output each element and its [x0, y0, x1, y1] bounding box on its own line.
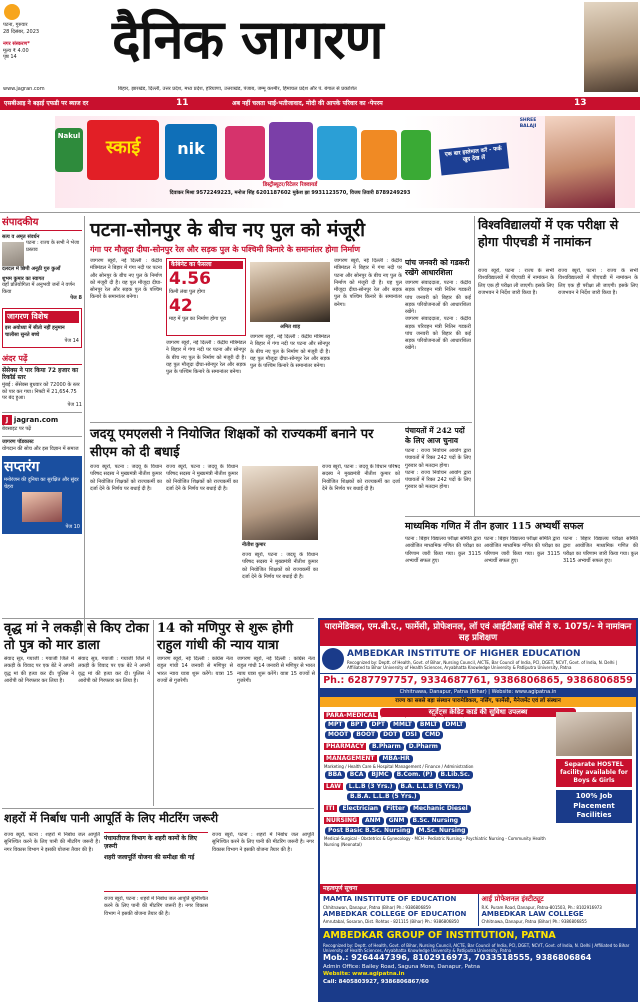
saptarang-box[interactable] [2, 456, 82, 534]
para-course-b-1: BOOT [353, 731, 378, 739]
divider [2, 618, 314, 619]
mother-headline[interactable]: वृद्ध मां ने लकड़ी से किए टोका तो पुत्र को मार डाला [4, 621, 149, 653]
stat-months: 42 [169, 295, 193, 316]
teaser-left[interactable]: एसबीआइ ने बढ़ाई एफडी पर ब्याज दर [4, 100, 89, 107]
mba-note: Marketing / Health Care & Hospital Management / Finance / Administration [324, 764, 474, 770]
nursing-title: NURSING [326, 817, 358, 825]
lead-subhead: गंगा पर मौजूदा दीघा-सोनपुर रेल और सड़क पुल के पश्चिमी किनारे के समानांतर होगा निर्माण [90, 245, 361, 254]
iti-course-0: Electrician [339, 805, 381, 813]
jagran-vishesh-box [2, 308, 82, 348]
sub-inst-4: AMBEDKAR LAW COLLEGE [481, 909, 584, 918]
sub-inst-2: AMBEDKAR COLLEGE OF EDUCATION [323, 909, 467, 918]
divider [2, 808, 314, 809]
ad-tagline: एक बार इस्तेमाल करें - फर्क खुद देख लें [439, 143, 509, 176]
para-course-1: BPT [347, 721, 366, 729]
sidebar-item3-head: शुभम कुमार का स्वागत [2, 275, 45, 282]
sidebar-page-ref: पेज 8 [70, 295, 82, 301]
management-course-3: B.Com. (P) [394, 771, 436, 779]
jdu-text-col2: राज्य ब्यूरो, पटना : जदयू के विधान परिषद सदस्य ने मुख्यमंत्री नीतीश कुमार को नियोजित शिक्षकों को राज्यकर्मी का दर्जा देने के निर्णय पर बधाई दी है। [166, 464, 238, 492]
sub-inst-3-addr: R.K. Puram Road, Danapur, Patna-801503, Ph.: 8102916973 [481, 904, 602, 910]
edition-name: नगर संस्करण* [3, 41, 30, 47]
ad-address: Chhitnawa, Danapur, Patna (Bihar) | Website: www.agipatna.in [320, 688, 636, 697]
cabinet-box [166, 258, 246, 336]
sub-inst-2-addr: Amrutabal, Sosaran, Dist. Rohtas - 821115 (Bihar) Ph.: 9386806850 [323, 919, 459, 925]
ad-group-website[interactable]: Website: www.agipatna.in [323, 971, 405, 978]
ad-phones[interactable]: Ph.: 6287797757, 9334687761, 9386806865, 9386806859 [323, 674, 633, 686]
water-bullet-1: पंचायतीराज विभाग के शहरी कामों के लिए ज़रूरी [104, 835, 197, 851]
law-course-3: B.B.A. L.L.B (5 Yrs.) [347, 793, 420, 801]
teaser-right[interactable]: अब नहीं चलता भाई-भतीजावाद, मोदी की आपके परिवार का ·पेपरम [232, 100, 383, 107]
math-text-col1: पटना : बिहार विद्यालय परीक्षा समिति द्वारा आयोजित माध्यमिक गणित की परीक्षा का परिणाम जारी किया गया। कुल 3115 अभ्यर्थी सफल हुए। [405, 536, 481, 564]
saptarang-text: मनोरंजन की दुनिया का सुरक्षित और सुंदर चेहरा [4, 477, 79, 490]
divider [84, 216, 85, 636]
uni-text-col2: राज्य ब्यूरो, पटना : राज्य के सभी विश्वविद्यालयों में पीएचडी में नामांकन के लिए एक ही परीक्षा ली जाएगी। इसके लिए राजभवन ने निर्देश जारी किया है। [558, 268, 638, 296]
ad-group-name: AMBEDKAR GROUP OF INSTITUTION, PATNA [323, 930, 556, 941]
para-course-4: BMLT [417, 721, 440, 729]
divider [0, 212, 640, 213]
ad-model-photo [545, 116, 615, 208]
inside-text: मुंबई : सेंसेक्स बुधवार को 72000 के स्तर को पार कर गया। निफ्टी में 21,654.75 पर बंद हुआ। [2, 382, 80, 402]
pharmacy-courses [368, 743, 442, 750]
law-title: LAW [326, 782, 341, 790]
water-text-col2: राज्य ब्यूरो, पटना : शहरों में निर्बाध जल आपूर्ति सुनिश्चित करने के लिए पानी की मीटरिंग जरूरी है। नगर विकास विभाग ने इसकी योजना तैयार की है। [104, 896, 208, 917]
price: मूल्य ₹ 4.00 [3, 47, 29, 54]
pharmacy-course-1: D.Pharm [406, 743, 441, 751]
edition-info [3, 22, 103, 61]
panchayat-text-cont: पटना : राज्य निर्वाचन आयोग द्वारा पंचायतों में रिक्त 242 पदों के लिए गुरुवार को मतदान होगा। [405, 469, 471, 491]
jagran-web-box[interactable] [2, 412, 82, 432]
math-text-col3: पटना : बिहार विद्यालय परीक्षा समिति द्वारा आयोजित माध्यमिक गणित की परीक्षा का परिणाम जारी किया गया। कुल 3115 अभ्यर्थी सफल हुए। [563, 536, 638, 564]
lead-photo-caption: अमित शाह [279, 324, 301, 330]
management-title: MANAGEMENT [326, 755, 375, 763]
page-count: पृष्ठ 14 [3, 54, 17, 60]
publish-states: बिहार, झारखंड, दिल्ली, उत्तर प्रदेश, मध्य प्रदेश, हरियाणा, उत्तराखंड, पंजाब, जम्मू कश्मीर, हिमाचल प्रदेश और पं. बंगाल से प्रकाशित [118, 86, 357, 92]
para-sub: (Master / Bachelor/Diploma) [380, 712, 465, 719]
ambedkar-advertisement[interactable] [318, 618, 638, 1002]
ad-pack-3 [317, 126, 357, 180]
para-course-5: DMLT [442, 721, 466, 729]
nursing-course-3: Post Basic B.Sc. Nursing [325, 827, 414, 835]
gadkari-text: जागरण संवाददाता, पटना : केंद्रीय सड़क परिवहन मंत्री नितिन गडकरी पांच जनवरी को बिहार की कई सड़क परियोजनाओं की आधारशिला रखेंगे। [405, 280, 471, 315]
ad-inst-header [320, 646, 636, 674]
para-row2 [324, 730, 552, 740]
ad-pack-5 [401, 130, 431, 180]
water-headline[interactable]: शहरों में निर्बाध पानी आपूर्ति के लिए मीटरिंग जरूरी [4, 811, 219, 825]
saptarang-page: पेज 10 [65, 524, 80, 531]
lead-body-col1: जागरण ब्यूरो, नई दिल्ली : केंद्रीय मंत्रिमंडल ने बिहार में गंगा नदी पर पटना और सोनपुर के बीच नए पुल के निर्माण को मंजूरी दी है। यह पुल मौजूदा दीघा-सोनपुर रेल और सड़क पुल के पश्चिम किनारे के समानांतर बनेगा। [90, 258, 162, 301]
math-text-col2: पटना : बिहार विद्यालय परीक्षा समिति द्वारा आयोजित माध्यमिक गणित की परीक्षा का परिणाम जारी किया गया। कुल 3115 अभ्यर्थी सफल हुए। [484, 536, 560, 564]
jdu-text-col4: राज्य ब्यूरो, पटना : जदयू के विधान परिषद सदस्य ने मुख्यमंत्री नीतीश कुमार को नियोजित शिक्षकों को राज्यकर्मी का दर्जा देने के निर्णय पर बधाई दी है। [322, 464, 400, 492]
sidebar-photo [2, 242, 24, 266]
lead-body-col3: जागरण ब्यूरो, नई दिल्ली : केंद्रीय मंत्रिमंडल ने बिहार में गंगा नदी पर पटना और सोनपुर के बीच नए पुल के निर्माण को मंजूरी दी है। यह पुल मौजूदा दीघा-सोनपुर रेल और सड़क पुल के पश्चिम किनारे के समानांतर बनेगा। [250, 334, 330, 369]
management-courses [324, 770, 552, 780]
inside-heading: अंदर पढ़ें [2, 353, 82, 365]
ad-notice-label: महत्वपूर्ण सूचना [320, 884, 636, 894]
para-course-b-3: DSI [402, 731, 420, 739]
mba-pill: MBA-HR [379, 755, 412, 763]
ad-courses [324, 712, 552, 847]
ad-pack-2 [269, 122, 313, 180]
nursing-note: Medical-Surgical - Obstetrics & Gynecology - MCH - Pediatric Nursing - Psychiatric Nursing - Community Health Nursing (Neonatal) [324, 836, 546, 847]
newspaper-logo: दैनिक जागरण [112, 7, 383, 71]
podcast-text: योगदान की सोच और इस विज्ञान में समाज [2, 445, 79, 452]
nursing-course-1: GNM [386, 817, 408, 825]
lead-body-col4: जागरण ब्यूरो, नई दिल्ली : केंद्रीय मंत्रिमंडल ने बिहार में गंगा नदी पर पटना और सोनपुर के बीच नए पुल के निर्माण को मंजूरी दी है। यह पुल मौजूदा दीघा-सोनपुर रेल और सड़क पुल के पश्चिम किनारे के समानांतर बनेगा। [334, 258, 402, 308]
lead-photo [250, 262, 330, 322]
saptarang-photo [22, 492, 62, 522]
ad-inst-logo-icon [322, 648, 344, 670]
nursing-course-2: B.Sc. Nursing [410, 817, 462, 825]
sub-inst-1: MAMTA INSTITUTE OF EDUCATION [323, 895, 457, 904]
stat-km-text: किमी लंबा पुल होगा [169, 289, 206, 296]
sub-inst-1-addr: Chhitnawan, Danapur, Patna (Bihar) Ph.: 9386806859 [323, 904, 431, 910]
ad-inst-name: AMBEDKAR INSTITUTE OF HIGHER EDUCATION [347, 649, 581, 659]
nursing-course-0: ANM [362, 817, 384, 825]
iti-courses [338, 805, 471, 812]
para-course-3: MMLT [390, 721, 415, 729]
ad-student-card: स्टूडेंट्स क्रेडिट कार्ड की सुविधा उपलब्ध [380, 708, 576, 717]
jdu-photo-caption: नीतीश कुमार [242, 542, 266, 548]
ad-brand-nakul: Nakul [55, 128, 83, 172]
water-bullet-2: शहरी जलापूर्ति योजना की समीक्षा की गई [104, 854, 195, 862]
ad-company: SHREE BALAJI [519, 118, 537, 130]
sidebar-item3-text: यहाँ प्रतियोगिता में अनुभवी जनों ने वर्णन किया [2, 282, 75, 295]
edition-date: 28 दिसंबर, 2023 [3, 28, 40, 35]
jagran-web-name: jagran.com [13, 416, 59, 425]
para-course-b-4: CMD [422, 731, 443, 739]
ad-founder-photo [556, 712, 632, 756]
jdu-headline[interactable]: जदयू एमएलसी ने नियोजित शिक्षकों को राज्यकर्मी बनाने पर सीएम को दी बधाई [90, 427, 374, 460]
management-course-0: BBA [325, 771, 345, 779]
water-text-col3: राज्य ब्यूरो, पटना : शहरों में निर्बाध जल आपूर्ति सुनिश्चित करने के लिए पानी की मीटरिंग जरूरी है। नगर विकास विभाग ने इसकी योजना तैयार की है। [212, 832, 314, 853]
website-link[interactable]: www.jagran.com [3, 86, 45, 92]
gadkari-headline[interactable]: पांच जनवरी को गडकरी रखेंगे आधारशिला [405, 258, 470, 277]
jdu-photo [242, 466, 318, 540]
ad-sub-institutes [320, 884, 636, 926]
pharmacy-course-0: B.Pharm [369, 743, 404, 751]
pharmacy-title: PHARMACY [326, 743, 365, 751]
sidebar-title: संपादकीय [2, 216, 82, 231]
ad-contact: दिवाकर मिश्रा 9572249223, मनोज सिंह 6201187602 मुकेश झा 9931123570, विजय तिवारी 8789249293 [169, 190, 411, 196]
ad-hostel: Separate HOSTEL facility available for Boys & Girls [556, 759, 632, 787]
inside-page: पेज 11 [67, 401, 82, 408]
pm-photo [584, 2, 638, 92]
ad-distributor: डिस्ट्रीब्यूटर/रिटेलर रिक्वायर्ड [262, 182, 318, 188]
para-course-2: DPT [369, 721, 388, 729]
law-course-1: L.L.B (3 Yrs.) [346, 783, 396, 791]
jagran-vishesh-text: इस अयोध्या में सीतो नहीं हनुमान चालीसा सुनते बच्चे [5, 325, 65, 338]
jdu-text-col1: राज्य ब्यूरो, पटना : जदयू के विधान परिषद सदस्य ने मुख्यमंत्री नीतीश कुमार को नियोजित शिक्षकों को राज्यकर्मी का दर्जा देने के निर्णय पर बधाई दी है। [90, 464, 162, 492]
stat-months-text: माह में पुल का निर्माण होगा पूरा [169, 315, 227, 322]
inside-headline: सेंसेक्स ने पार किया 72 हजार का रिकॉर्ड स्तर [2, 366, 79, 382]
ad-group-call[interactable]: Call: 8405803927, 9386806867/60 [323, 978, 429, 985]
jdu-text-col3: राज्य ब्यूरो, पटना : जदयू के विधान परिषद सदस्य ने मुख्यमंत्री नीतीश कुमार को नियोजित शिक्षकों को राज्यकर्मी का दर्जा देने के निर्णय पर बधाई दी है। [242, 552, 318, 580]
panchayat-text: पटना : राज्य निर्वाचन आयोग द्वारा पंचायतों में रिक्त 242 पदों के लिए गुरुवार को मतदान होगा। [405, 448, 471, 469]
water-text-col1: राज्य ब्यूरो, पटना : शहरों में निर्बाध जल आपूर्ति सुनिश्चित करने के लिए पानी की मीटरिंग जरूरी है। नगर विकास विभाग ने इसकी योजना तैयार की है। [4, 832, 100, 853]
ad-group-mobile[interactable]: Mob.: 9264447396, 8102916973, 7033518555, 9386806864 [323, 953, 592, 963]
teaser-right-page: 13 [574, 98, 587, 108]
ad-pack-1 [225, 126, 265, 180]
ad-group-footer [320, 928, 636, 1000]
para-course-0: MPT [325, 721, 345, 729]
podcast-box[interactable] [2, 436, 82, 452]
nursing-course-4: M.Sc. Nursing [416, 827, 469, 835]
sub-inst-4-addr: Chhitnawa, Danapur, Patna (Bihar) Ph.: 9386806855 [481, 919, 587, 925]
mother-text-col1: संवाद सूत्र, गयाजी : गयाजी जिले में लकड़ी के विवाद पर एक बेटे ने अपनी वृद्ध मां की हत्या कर दी। पुलिस ने आरोपी को गिरफ्तार कर लिया है। [4, 656, 74, 684]
ad-placement: 100% Job Placement Facilities [556, 790, 632, 822]
jagran-j-icon: J [2, 415, 12, 425]
saptarang-title: सप्तरंग [4, 459, 40, 476]
sidebar-item1-head: सत्य व अमृत संवर्धन [2, 233, 40, 240]
gadkari-text-cont: जागरण संवाददाता, पटना : केंद्रीय सड़क परिवहन मंत्री नितिन गडकरी पांच जनवरी को बिहार की कई सड़क परियोजनाओं की आधारशिला रखेंगे। [405, 316, 471, 352]
ad-brand-sky: स्काई [87, 120, 159, 180]
jagran-vishesh-title: जागरण विशेष [5, 311, 79, 324]
iti-course-1: Fitter [383, 805, 408, 813]
teaser-bar [0, 97, 640, 110]
ad-right-panel [556, 712, 632, 823]
para-course-b-2: DOT [380, 731, 400, 739]
sidebar-item1-text: पटना : राज्य के सभी ने भेजा प्रस्ताव [26, 240, 80, 253]
podcast-title: जागरण पॉडकास्ट [2, 439, 34, 446]
management-course-4: B.Lib.Sc. [438, 771, 473, 779]
ad-brand-nik: nik [165, 124, 217, 180]
para-title: PARA-MEDICAL [326, 712, 377, 719]
divider [153, 620, 154, 806]
divider [474, 216, 475, 516]
law-course-2: B.A. L.L.B (5 Yrs.) [398, 783, 464, 791]
stat-km: 4.56 [169, 269, 211, 290]
lead-headline[interactable]: पटना-सोनपुर के बीच नए पुल को मंजूरी [90, 219, 366, 241]
para-row1 [324, 720, 552, 730]
jagran-vishesh-page: पेज 14 [64, 338, 79, 345]
ad-banner: पारामेडिकल, एम.बी.ए., फार्मेसी, प्रोफेशनल, लॉ एवं आईटीआई कोर्स मे रु. 1075/- मे नामांकन सह प्रशिक्षण [320, 620, 636, 646]
rahul-text-col1: जागरण ब्यूरो, नई दिल्ली : कांग्रेस नेता राहुल गांधी 14 जनवरी से मणिपुर से भारत न्याय यात्रा शुरू करेंगे। यात्रा 15 राज्यों से गुजरेगी। [157, 656, 233, 684]
sun-logo-icon [4, 4, 20, 20]
water-bullets [104, 832, 208, 892]
gadkari-story [405, 258, 471, 418]
panchayat-headline[interactable]: पंचायतों में 242 पदों के लिए आज चुनाव [405, 426, 465, 445]
iti-title: ITI [326, 805, 335, 813]
jagran-web-sub: बेवसाइट पर पढ़ें [2, 425, 32, 432]
management-course-2: BJMC [368, 771, 391, 779]
teaser-left-page: 11 [176, 98, 189, 108]
management-course-1: BCA [347, 771, 367, 779]
iti-course-2: Mechanic Diesel [410, 805, 471, 813]
uni-text-col1: राज्य ब्यूरो, पटना : राज्य के सभी विश्वविद्यालयों में पीएचडी में नामांकन के लिए एक ही परीक्षा ली जाएगी। इसके लिए राजभवन ने निर्देश जारी किया है। [478, 268, 554, 296]
rahul-text-col2: जागरण ब्यूरो, नई दिल्ली : कांग्रेस नेता राहुल गांधी 14 जनवरी से मणिपुर से भारत न्याय यात्रा शुरू करेंगे। यात्रा 15 राज्यों से गुजरेगी। [237, 656, 315, 684]
uni-headline[interactable]: विश्वविद्यालयों में एक परीक्षा से होगा पीएचडी में नामांकन [478, 217, 619, 249]
math-headline[interactable]: माध्यमिक गणित में तीन हजार 115 अभ्यर्थी सफल [405, 521, 584, 532]
cabinet-title: कैबिनेट का फैसला [169, 261, 243, 269]
ad-group-office: Admin Office: Bailey Road, Saguna More, Danapur, Patna [323, 963, 481, 970]
ad-pack-4 [361, 130, 397, 180]
edition-city: पटना, गुरुवार [3, 22, 28, 28]
sub-inst-3: आई प्रोफेशनल इंस्टीट्यूट [481, 895, 544, 904]
mother-text-col2: संवाद सूत्र, गयाजी : गयाजी जिले में लकड़ी के विवाद पर एक बेटे ने अपनी वृद्ध मां की हत्या कर दी। पुलिस ने आरोपी को गिरफ्तार कर लिया है। [78, 656, 150, 684]
lead-body-col2: जागरण ब्यूरो, नई दिल्ली : केंद्रीय मंत्रिमंडल ने बिहार में गंगा नदी पर पटना और सोनपुर के बीच नए पुल के निर्माण को मंजूरी दी है। यह पुल मौजूदा दीघा-सोनपुर रेल और सड़क पुल के पश्चिम किनारे के समानांतर बनेगा। [166, 340, 246, 375]
para-course-b-0: MOOT [325, 731, 351, 739]
rahul-headline[interactable]: 14 को मणिपुर से शुरू होगी राहुल गांधी की न्याय यात्रा [157, 621, 293, 653]
ad-strip: राज्य का सबसे बड़ा संस्थान पारामेडिकल, नर्सिंग, फार्मेसी, मैनेजमेंट एवं लॉ संस्थान [320, 697, 636, 706]
divider [90, 422, 472, 423]
divider [405, 516, 640, 517]
ad-group-sub: Recognized by: Deptt. of Health, Govt. of Bihar, Nursing Council, AICTE, Bar Council of India, PCI, DGET, NCVT, Govt. of India, N. Delhi | Affiliated to Bihar University of Health Sciences, Aryabhatta Knowledge University & Patliputra University, Patna [323, 942, 630, 953]
ad-inst-sub: Recognized by: Deptt. of Health, Govt. of Bihar, Nursing Council, AICTE, Bar Council of India, PCI, DGET, NCVT, Govt. of India, N. Delhi | Affiliated to Bihar University of Health Sciences, Aryabhatta Knowledge University & Patliputra University, Patna [347, 660, 618, 671]
sidebar-item2-head: दलदल में छिपी अनूठी गुरु कुआँ [2, 266, 61, 272]
top-advertisement[interactable] [55, 116, 635, 208]
